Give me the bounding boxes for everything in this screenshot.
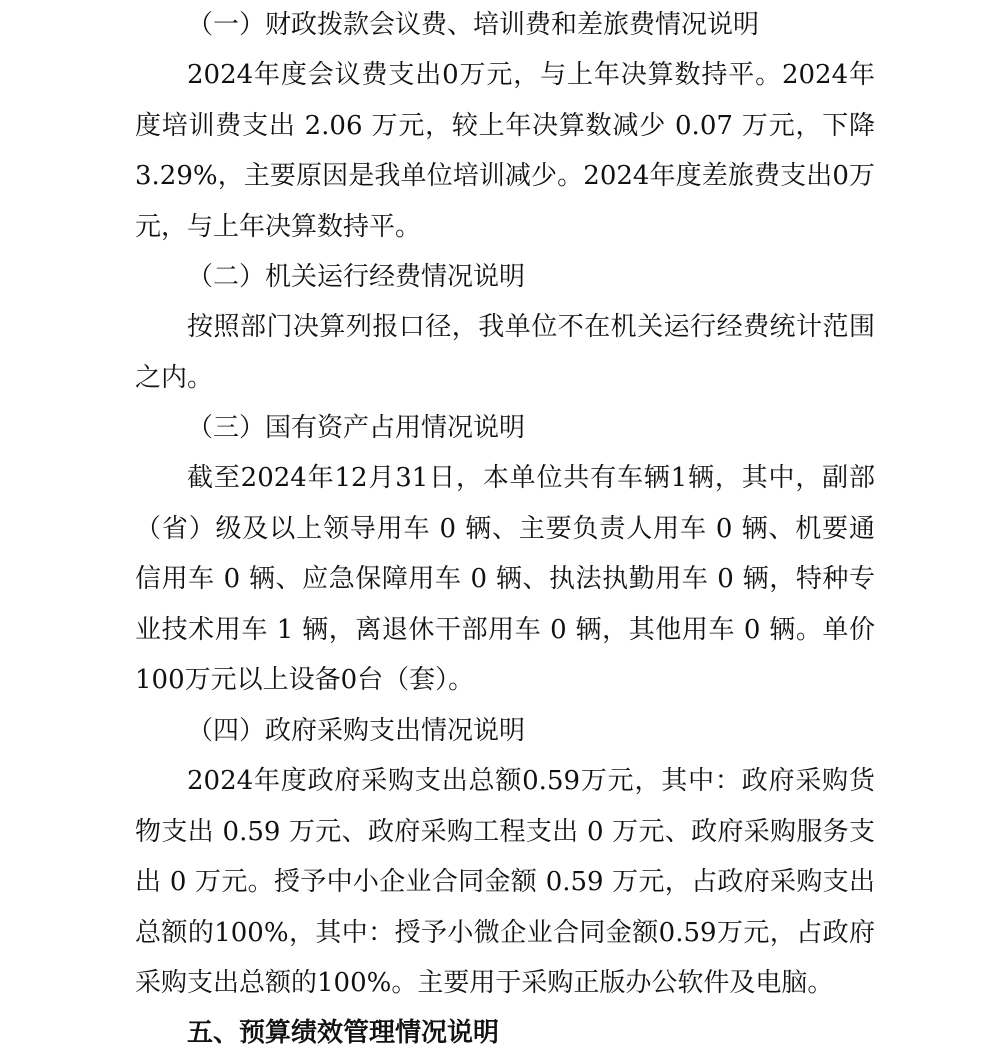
section-heading-2: （二）机关运行经费情况说明 [187,262,526,292]
section-body-1: 2024年度会议费支出0万元，与上年决算数持平。2024年度培训费支出 2.06 万元，较上年决算数减少 0.07 万元，下降3.29%，主要原因是我单位培训减少。2024年度差旅费支出0万元，与上年决算数持平。 [135,60,875,242]
section-heading-1: （一）财政拨款会议费、培训费和差旅费情况说明 [187,10,760,40]
section-body-2: 按照部门决算列报口径，我单位不在机关运行经费统计范围之内。 [135,312,875,393]
section-heading-4: （四）政府采购支出情况说明 [187,716,526,746]
section-body-3: 截至2024年12月31日，本单位共有车辆1辆，其中，副部（省）级及以上领导用车 0 辆、主要负责人用车 0 辆、机要通信用车 0 辆、应急保障用车 0 辆、执法执勤用车 0 辆，特种专业技术用车 1 辆，离退休干部用车 0 辆，其他用车 0 辆。单价100万元以上设备0台（套）。 [135,463,875,695]
next-section-title: 五、预算绩效管理情况说明 [187,1018,500,1048]
section-heading-3: （三）国有资产占用情况说明 [187,413,526,443]
section-body-4: 2024年度政府采购支出总额0.59万元，其中：政府采购货物支出 0.59 万元、政府采购工程支出 0 万元、政府采购服务支出 0 万元。授予中小企业合同金额 0.59 万元，占政府采购支出总额的100%，其中：授予小微企业合同金额0.59万元，占政府采购支出总额的100%。主要用于采购正版办公软件及电脑。 [135,766,875,998]
